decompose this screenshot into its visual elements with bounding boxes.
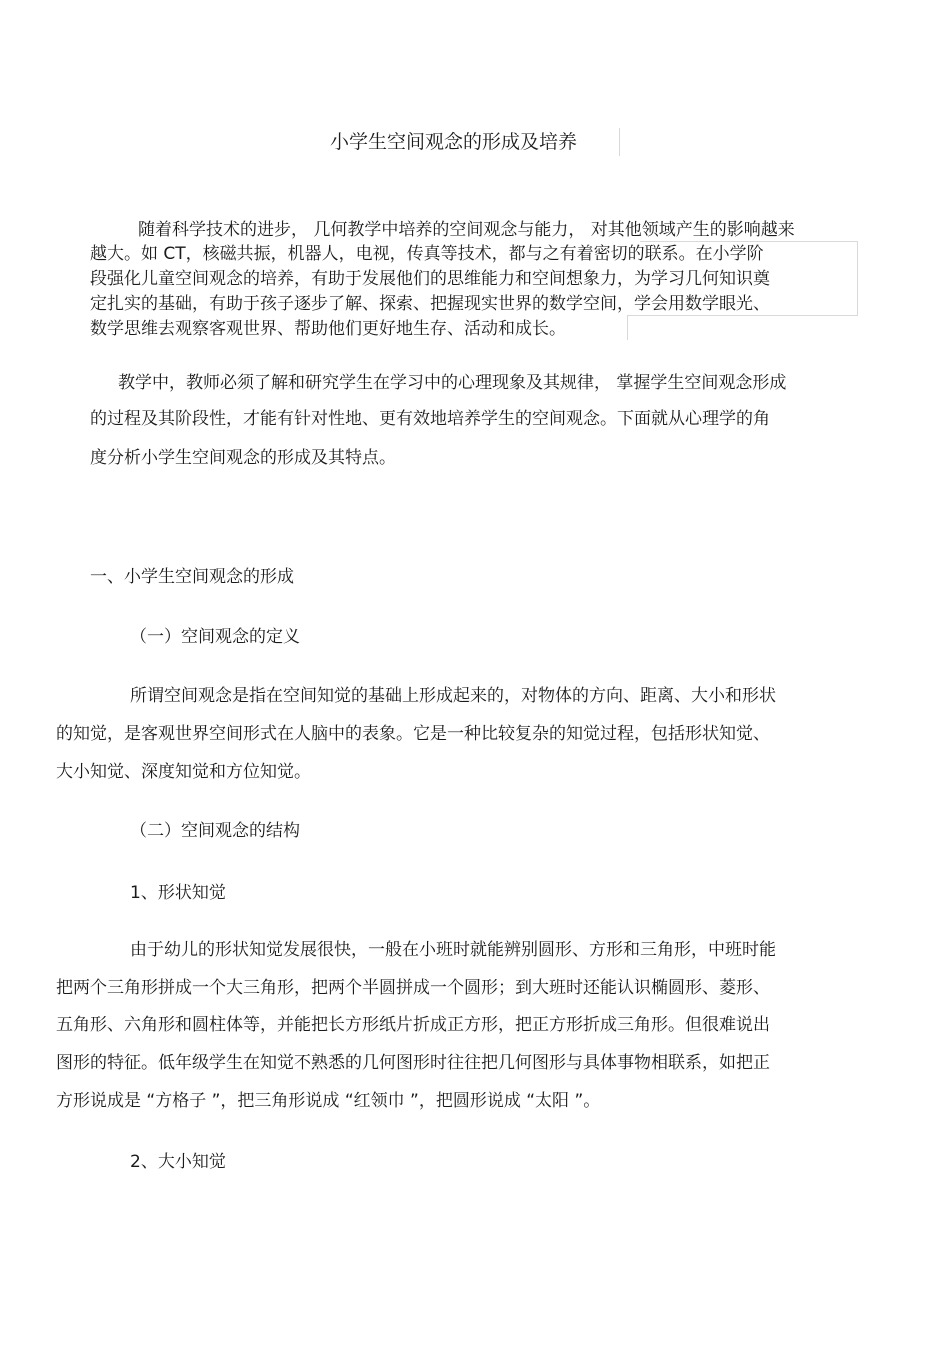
paragraph-line: 越大。如 CT，核磁共振，机器人，电视，传真等技术，都与之有着密切的联系。在小学阶 <box>90 244 764 264</box>
paragraph-line: 数学思维去观察客观世界、帮助他们更好地生存、活动和成长。 <box>90 319 566 339</box>
paragraph-line: 所谓空间观念是指在空间知觉的基础上形成起来的，对物体的方向、距离、大小和形状 <box>130 686 776 706</box>
item-heading: 1、形状知觉 <box>130 883 226 903</box>
intro-box-left-rule <box>627 315 628 340</box>
paragraph-line: 定扎实的基础，有助于孩子逐步了解、探索、把握现实世界的数学空间，学会用数学眼光、 <box>90 294 770 314</box>
paragraph-line: 把两个三角形拼成一个大三角形，把两个半圆拼成一个圆形；到大班时还能认识椭圆形、菱形、 <box>56 978 770 998</box>
subsection-heading: （一）空间观念的定义 <box>130 627 300 647</box>
intro-box-right-rule <box>857 241 858 316</box>
paragraph-line: 的知觉，是客观世界空间形式在人脑中的表象。它是一种比较复杂的知觉过程，包括形状知觉、 <box>56 724 770 744</box>
paragraph-line: 方形说成是 “方格子 ”，把三角形说成 “红领巾 ”，把圆形说成 “太阳 ”。 <box>56 1091 601 1111</box>
paragraph-line: 五角形、六角形和圆柱体等，并能把长方形纸片折成正方形，把正方形折成三角形。但很难说出 <box>56 1015 770 1035</box>
intro-box-bottom-rule <box>628 315 857 316</box>
paragraph-line: 由于幼儿的形状知觉发展很快，一般在小班时就能辨别圆形、方形和三角形，中班时能 <box>130 940 776 960</box>
paragraph-line: 段强化儿童空间观念的培养，有助于发展他们的思维能力和空间想象力，为学习几何知识奠 <box>90 269 770 289</box>
paragraph-line: 图形的特征。低年级学生在知觉不熟悉的几何图形时往往把几何图形与具体事物相联系，如把正 <box>56 1053 770 1073</box>
paragraph-line: 随着科学技术的进步， 几何教学中培养的空间观念与能力， 对其他领域产生的影响越来 <box>138 220 795 240</box>
item-heading: 2、大小知觉 <box>130 1152 226 1172</box>
intro-box-top-rule <box>640 241 857 242</box>
title-right-rule <box>619 128 620 156</box>
paragraph-line: 教学中，教师必须了解和研究学生在学习中的心理现象及其规律， 掌握学生空间观念形成 <box>118 373 787 393</box>
paragraph-line: 度分析小学生空间观念的形成及其特点。 <box>90 448 396 468</box>
subsection-heading: （二）空间观念的结构 <box>130 821 300 841</box>
paragraph-line: 大小知觉、深度知觉和方位知觉。 <box>56 762 311 782</box>
page-title: 小学生空间观念的形成及培养 <box>330 131 578 153</box>
paragraph-line: 的过程及其阶段性，才能有针对性地、更有效地培养学生的空间观念。下面就从心理学的角 <box>90 409 770 429</box>
section-heading: 一、小学生空间观念的形成 <box>90 567 294 587</box>
